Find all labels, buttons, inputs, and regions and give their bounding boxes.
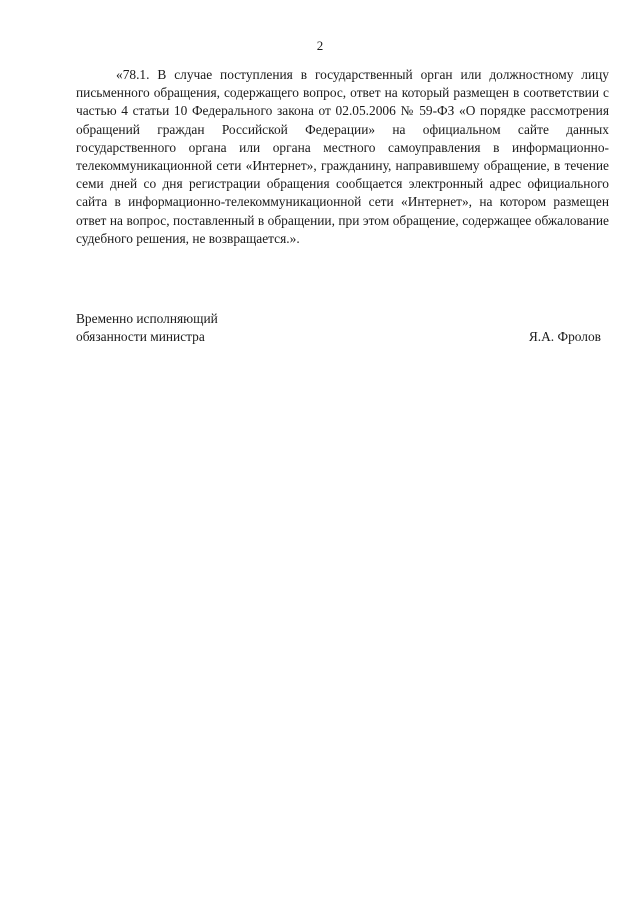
signature-row — [76, 310, 609, 346]
signatory-title — [76, 310, 218, 346]
signatory-title-line-1: Временно исполняющий — [76, 311, 218, 326]
signatory-title-line-2: обязанности министра — [76, 329, 205, 345]
signature-block — [76, 310, 609, 346]
signatory-name: Я.А. Фролов — [528, 329, 601, 345]
page-number: 2 — [316, 38, 324, 53]
body-paragraph: «78.1. В случае поступления в государственный орган или должностному лицу письменного обращения, содержащего вопрос, ответ на который размещен в соответствии с частью 4 статьи 10 Федерального закона от 02.05.2006 № 59-ФЗ «О порядке рассмотрения обращений граждан Российской Федерации» на официальном сайте данных государственного органа или органа местного самоуправления в информационно-телекоммуникационной сети «Интернет», гражданину, направившему обращение, в течение семи дней со дня регистрации обращения сообщается электронный адрес официального сайта в информационно-телекоммуникационной сети «Интернет», на котором размещен ответ на вопрос, поставленный в обращении, при этом обращение, содержащее обжалование судебного решения, не возвращается.». — [76, 67, 609, 246]
